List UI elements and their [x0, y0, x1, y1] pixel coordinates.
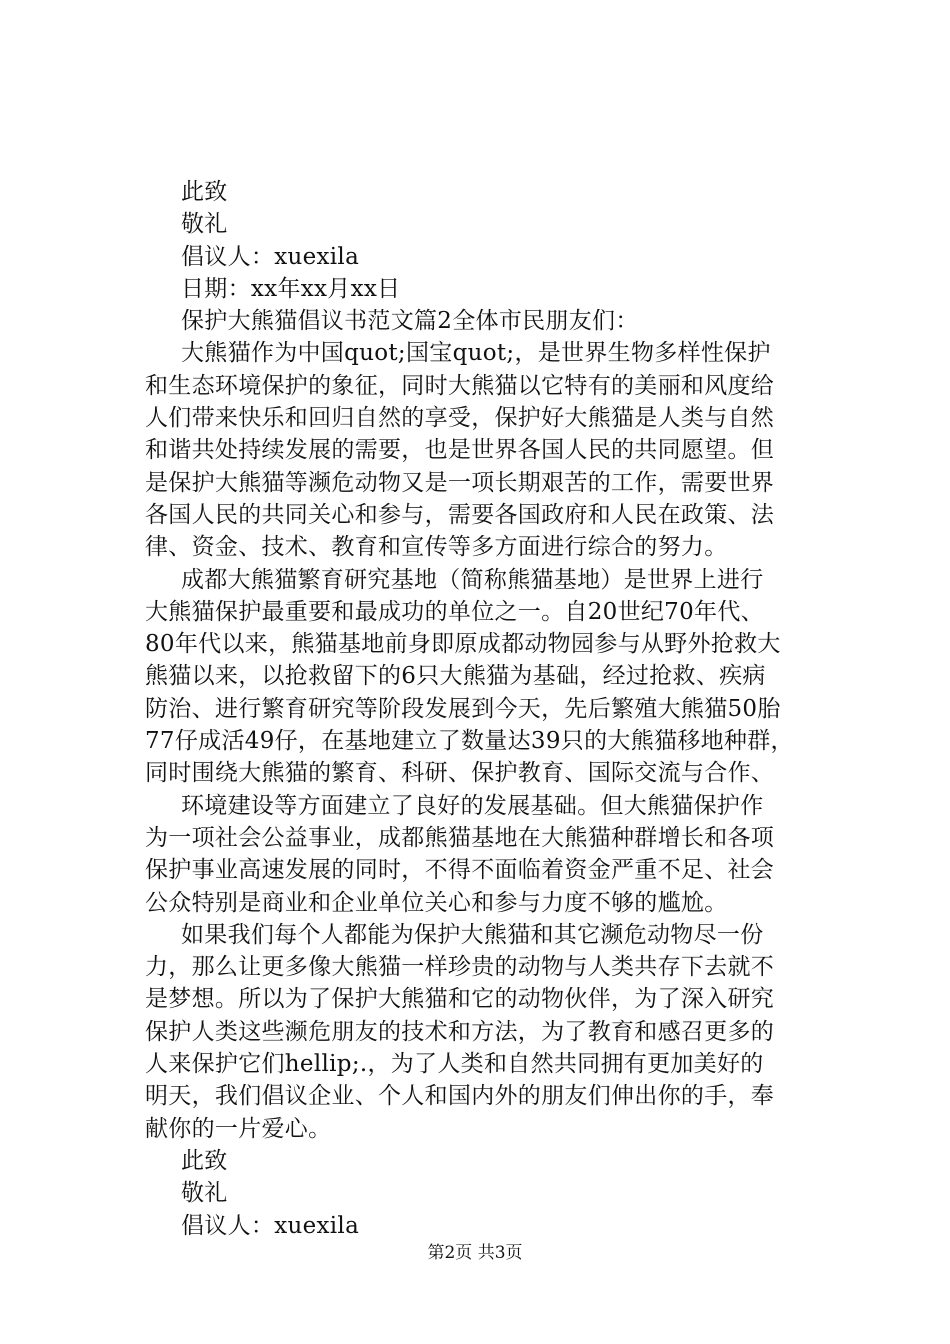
- text-line: 人们带来快乐和回归自然的享受，保护好大熊猫是人类与自然: [145, 405, 775, 432]
- text-line: 公众特别是商业和企业单位关心和参与力度不够的尴尬。: [145, 889, 728, 916]
- text-line: 律、资金、技术、教育和宣传等多方面进行综合的努力。: [145, 534, 728, 561]
- text-line: 熊猫以来，以抢救留下的6只大熊猫为基础，经过抢救、疾病: [145, 663, 766, 690]
- text-line: 防治、进行繁育研究等阶段发展到今天，先后繁殖大熊猫50胎: [145, 695, 781, 722]
- text-line: 80年代以来，熊猫基地前身即原成都动物园参与从野外抢救大: [145, 631, 781, 658]
- text-line: 和谐共处持续发展的需要，也是世界各国人民的共同愿望。但: [145, 437, 775, 464]
- text-line: 明天，我们倡议企业、个人和国内外的朋友们伸出你的手，奉: [145, 1083, 775, 1110]
- text-line: 同时围绕大熊猫的繁育、科研、保护教育、国际交流与合作、: [145, 760, 775, 787]
- text-line: 日期：xx年xx月xx日: [181, 275, 401, 302]
- page-number: 第2页 共3页: [427, 1243, 523, 1263]
- document-body: [145, 176, 845, 1242]
- text-line: 倡议人：xuexila: [181, 243, 360, 270]
- text-line: 大熊猫保护最重要和最成功的单位之一。自20世纪70年代、: [145, 598, 764, 625]
- text-line: 保护事业高速发展的同时，不得不面临着资金严重不足、社会: [145, 857, 775, 884]
- text-line: 保护人类这些濒危朋友的技术和方法，为了教育和感召更多的: [145, 1018, 775, 1045]
- text-line: 是梦想。所以为了保护大熊猫和它的动物伙伴，为了深入研究: [145, 986, 775, 1013]
- text-line: 环境建设等方面建立了良好的发展基础。但大熊猫保护作: [181, 792, 764, 819]
- text-line: 敬礼: [181, 211, 228, 238]
- text-line: 敬礼: [181, 1180, 228, 1207]
- text-line: 人来保护它们hellip;.，为了人类和自然共同拥有更加美好的: [145, 1051, 764, 1078]
- text-line: 此致: [181, 1147, 228, 1174]
- text-line: 是保护大熊猫等濒危动物又是一项长期艰苦的工作，需要世界: [145, 469, 775, 496]
- text-line: 保护大熊猫倡议书范文篇2全体市民朋友们：: [181, 308, 639, 335]
- text-line: 大熊猫作为中国quot;国宝quot;，是世界生物多样性保护: [181, 340, 771, 367]
- text-line: 77仔成活49仔，在基地建立了数量达39只的大熊猫移地种群，: [145, 728, 794, 755]
- text-line: 为一项社会公益事业，成都熊猫基地在大熊猫种群增长和各项: [145, 824, 775, 851]
- text-line: 如果我们每个人都能为保护大熊猫和其它濒危动物尽一份: [181, 921, 764, 948]
- text-line: 献你的一片爱心。: [145, 1115, 332, 1142]
- text-line: 各国人民的共同关心和参与，需要各国政府和人民在政策、法: [145, 501, 775, 528]
- text-line: 倡议人：xuexila: [181, 1212, 360, 1239]
- text-line: 此致: [181, 179, 228, 205]
- text-line: 和生态环境保护的象征，同时大熊猫以它特有的美丽和风度给: [145, 372, 775, 399]
- text-line: 力，那么让更多像大熊猫一样珍贵的动物与人类共存下去就不: [145, 954, 775, 981]
- text-line: 成都大熊猫繁育研究基地（简称熊猫基地）是世界上进行: [181, 566, 764, 593]
